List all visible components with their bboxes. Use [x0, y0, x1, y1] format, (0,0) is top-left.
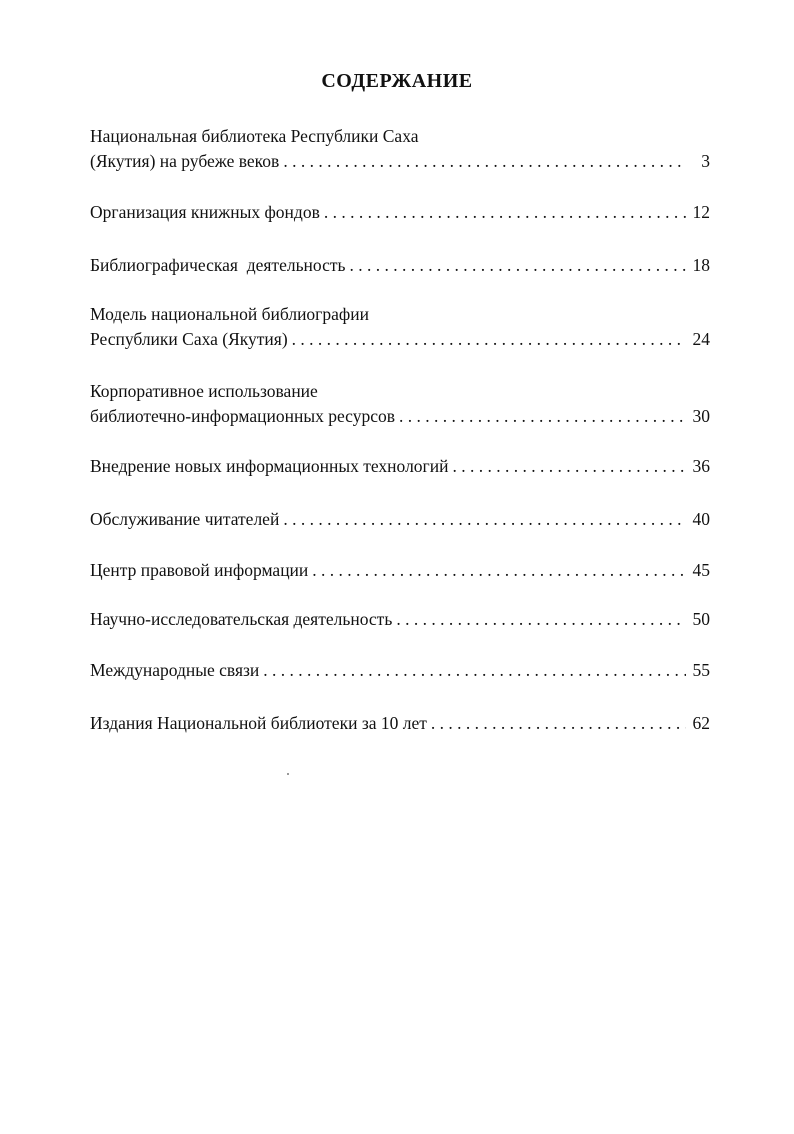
toc-entry[interactable] — [90, 200, 710, 225]
toc-entry-title: библиотечно-информационных ресурсов — [90, 406, 395, 426]
toc-page-number: 55 — [692, 660, 710, 680]
toc-page-number: 50 — [692, 609, 710, 629]
dot-leader — [263, 658, 686, 683]
toc-page-number: 62 — [692, 713, 710, 733]
dot-leader — [292, 327, 686, 352]
toc-entry-title: Международные связи — [90, 660, 260, 680]
toc-page-number: 24 — [692, 329, 710, 349]
toc-entry-title: Библиографическая деятельность — [90, 255, 346, 275]
toc-entry[interactable] — [90, 507, 710, 532]
toc-entry[interactable] — [90, 607, 710, 632]
toc-entry[interactable] — [90, 124, 710, 174]
toc-page-number: 36 — [692, 456, 710, 476]
toc-entry[interactable] — [90, 711, 710, 736]
dot-leader — [396, 607, 686, 632]
toc-entry-title: Издания Национальной библиотеки за 10 лет — [90, 713, 427, 733]
dot-leader — [324, 200, 686, 225]
page-title: СОДЕРЖАНИЕ — [321, 70, 473, 92]
toc-entry-title: Центр правовой информации — [90, 560, 309, 580]
dot-leader — [452, 454, 686, 479]
toc-entry-title: Научно-исследовательская деятельность — [90, 609, 393, 629]
dot-leader — [283, 507, 686, 532]
toc-page-number: 12 — [692, 202, 710, 222]
toc-entry[interactable] — [90, 558, 710, 583]
toc-entry[interactable] — [90, 658, 710, 683]
toc-page-number: 3 — [701, 151, 710, 171]
toc-entry[interactable] — [90, 454, 710, 479]
toc-page-number: 30 — [692, 406, 710, 426]
toc-entry-title: Организация книжных фондов — [90, 202, 320, 222]
toc-entry[interactable] — [90, 379, 710, 429]
toc-page-number: 18 — [692, 255, 710, 275]
dot-leader — [350, 253, 686, 278]
toc-entry-title: (Якутия) на рубеже веков — [90, 151, 280, 171]
scan-speck — [287, 773, 289, 775]
dot-leader — [312, 558, 686, 583]
dot-leader — [399, 404, 686, 429]
dot-leader — [431, 711, 686, 736]
dot-leader — [283, 149, 686, 174]
toc-entry-title: Обслуживание читателей — [90, 509, 280, 529]
toc-entry-title: Национальная библиотека Республики Саха — [90, 126, 419, 146]
toc-entry-title: Корпоративное использование — [90, 381, 318, 401]
toc-page-number: 40 — [692, 509, 710, 529]
toc-entry-title: Внедрение новых информационных технологий — [90, 456, 449, 476]
toc-entry[interactable] — [90, 253, 710, 278]
toc-page-number: 45 — [692, 560, 710, 580]
toc-entry[interactable] — [90, 302, 710, 352]
toc-entry-title: Республики Саха (Якутия) — [90, 329, 288, 349]
toc-entry-title: Модель национальной библиографии — [90, 304, 369, 324]
